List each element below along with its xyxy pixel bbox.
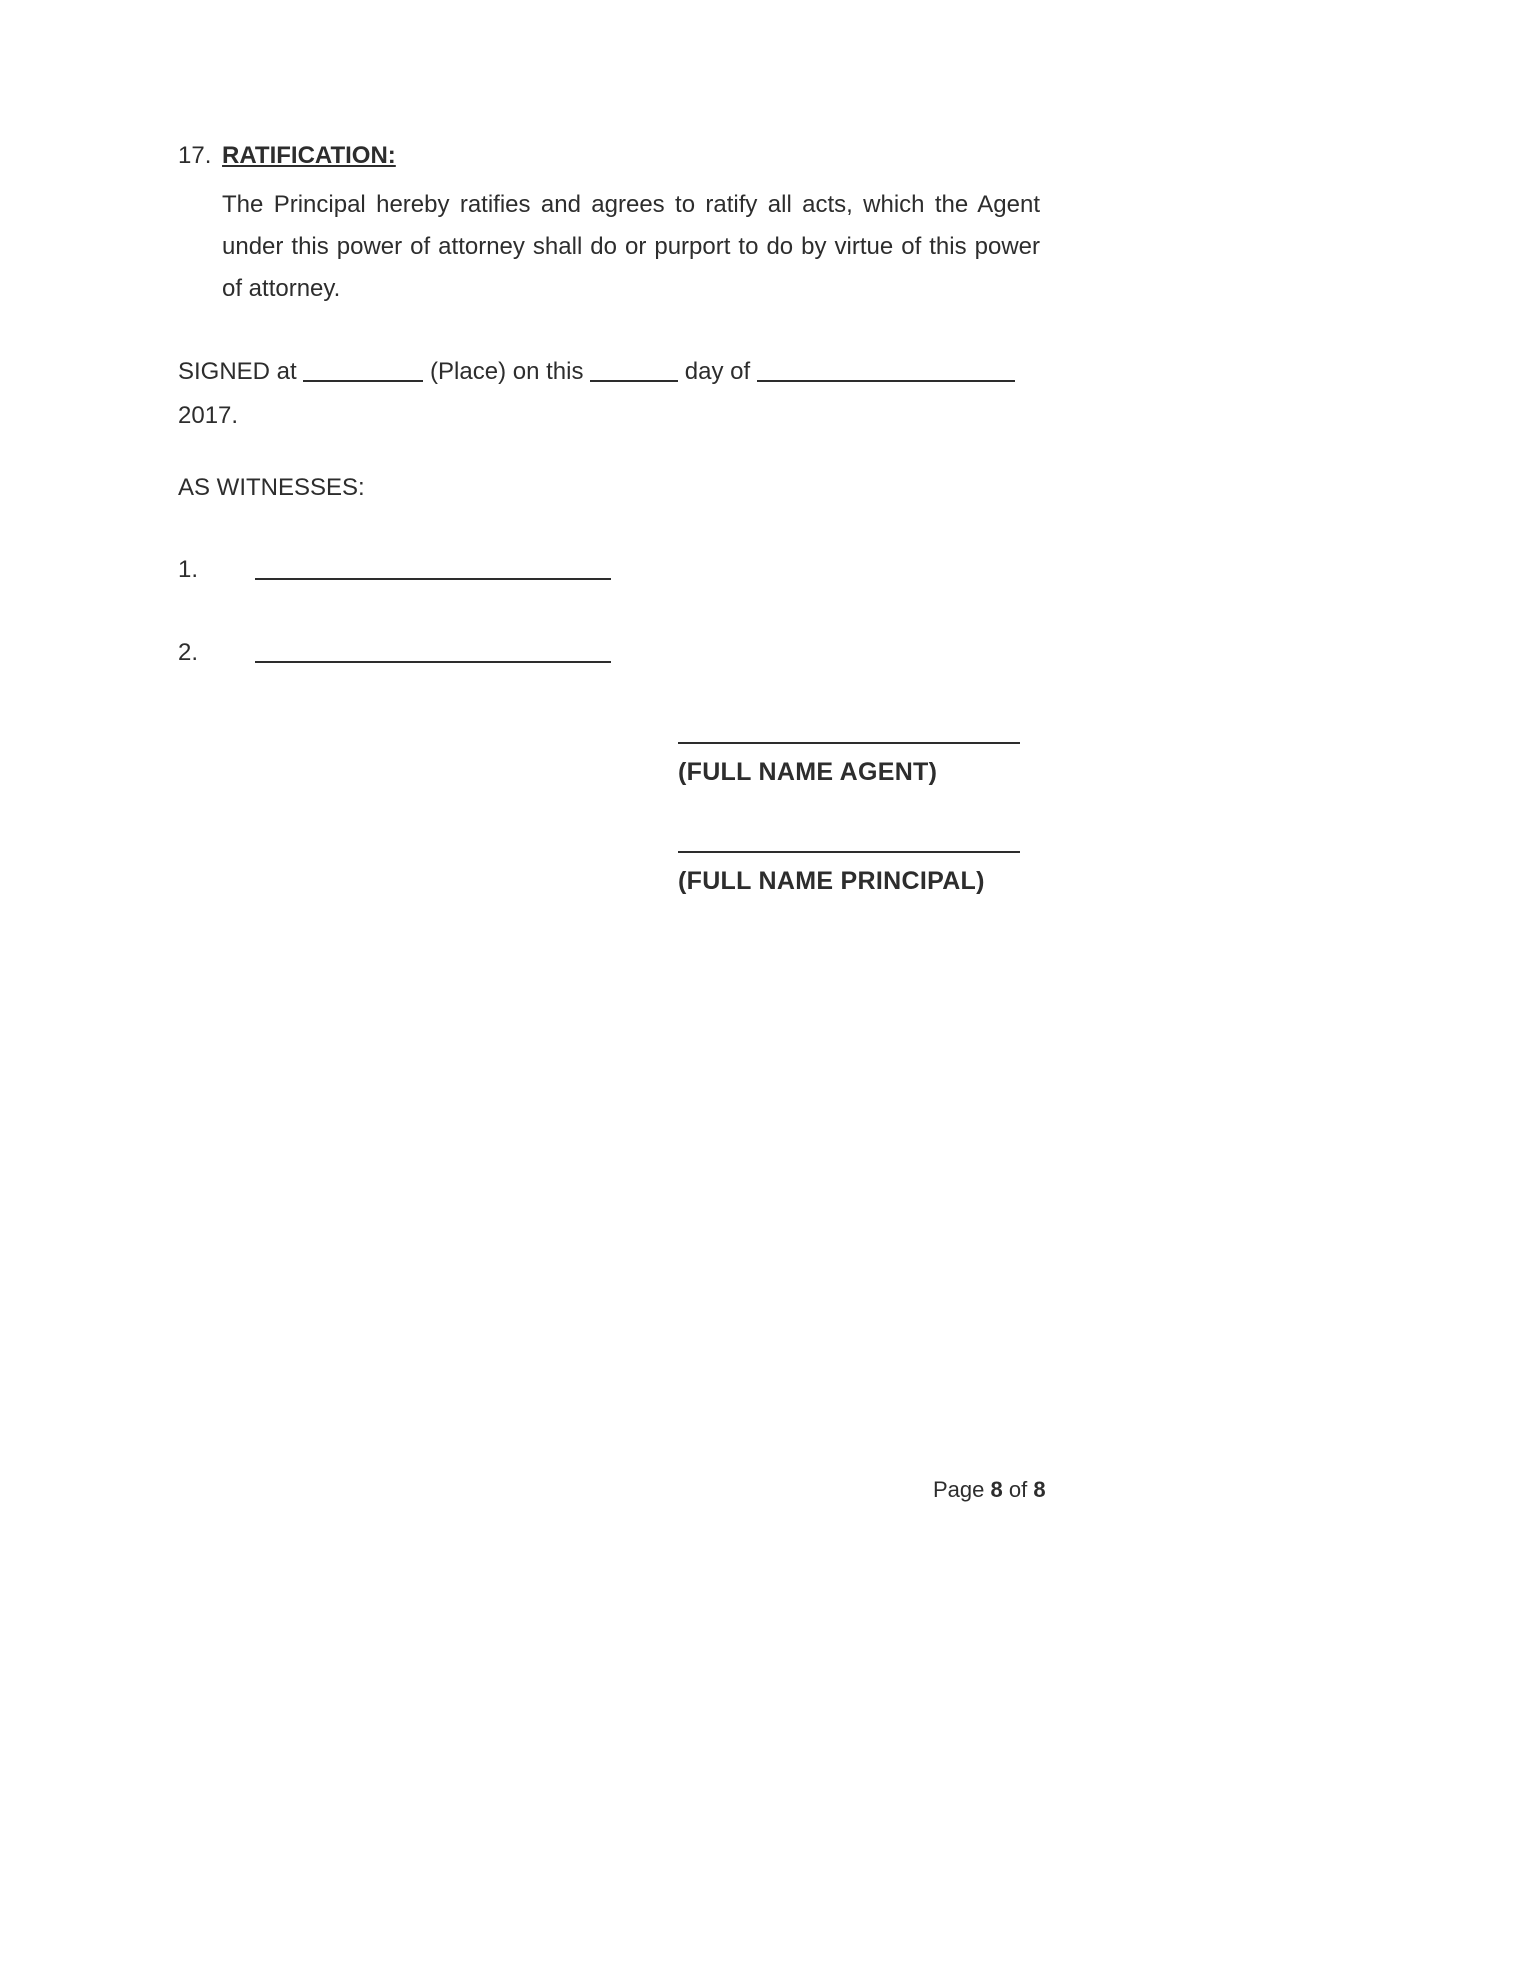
place-on-this-text: (Place) on this <box>430 358 584 385</box>
footer-total-pages: 8 <box>1033 1477 1046 1502</box>
witness-row <box>178 636 611 667</box>
section-number: 17. <box>178 142 212 169</box>
signed-line <box>178 350 1138 438</box>
principal-signature-line <box>678 851 1020 853</box>
section-heading <box>178 142 396 170</box>
witness-row <box>178 553 611 584</box>
day-blank-line <box>590 358 678 382</box>
page-footer <box>933 1477 1046 1503</box>
witness-number: 2. <box>178 639 199 666</box>
witness-number: 1. <box>178 556 199 583</box>
witness-signature-line <box>255 556 611 580</box>
section-title: RATIFICATION: <box>222 142 396 169</box>
month-blank-line <box>757 358 1015 382</box>
witnesses-heading: AS WITNESSES: <box>178 474 365 501</box>
footer-of-word: of <box>1008 1477 1028 1502</box>
year-text: 2017. <box>178 402 239 429</box>
principal-name-label: (FULL NAME PRINCIPAL) <box>678 867 985 895</box>
witness-signature-line <box>255 639 611 663</box>
ratification-paragraph: The Principal hereby ratifies and agrees to ratify all acts, which the Agent under this power of attorney shall do or purport to do by virtue of this power of attorney. <box>222 191 1040 302</box>
footer-page-word: Page <box>933 1477 985 1502</box>
signature-block <box>678 742 1020 896</box>
day-of-text: day of <box>684 358 751 385</box>
agent-name-label: (FULL NAME AGENT) <box>678 758 938 786</box>
place-blank-line <box>303 358 423 382</box>
footer-page-number: 8 <box>990 1477 1003 1502</box>
signed-at-text: SIGNED at <box>178 358 297 385</box>
agent-signature-line <box>678 742 1020 744</box>
